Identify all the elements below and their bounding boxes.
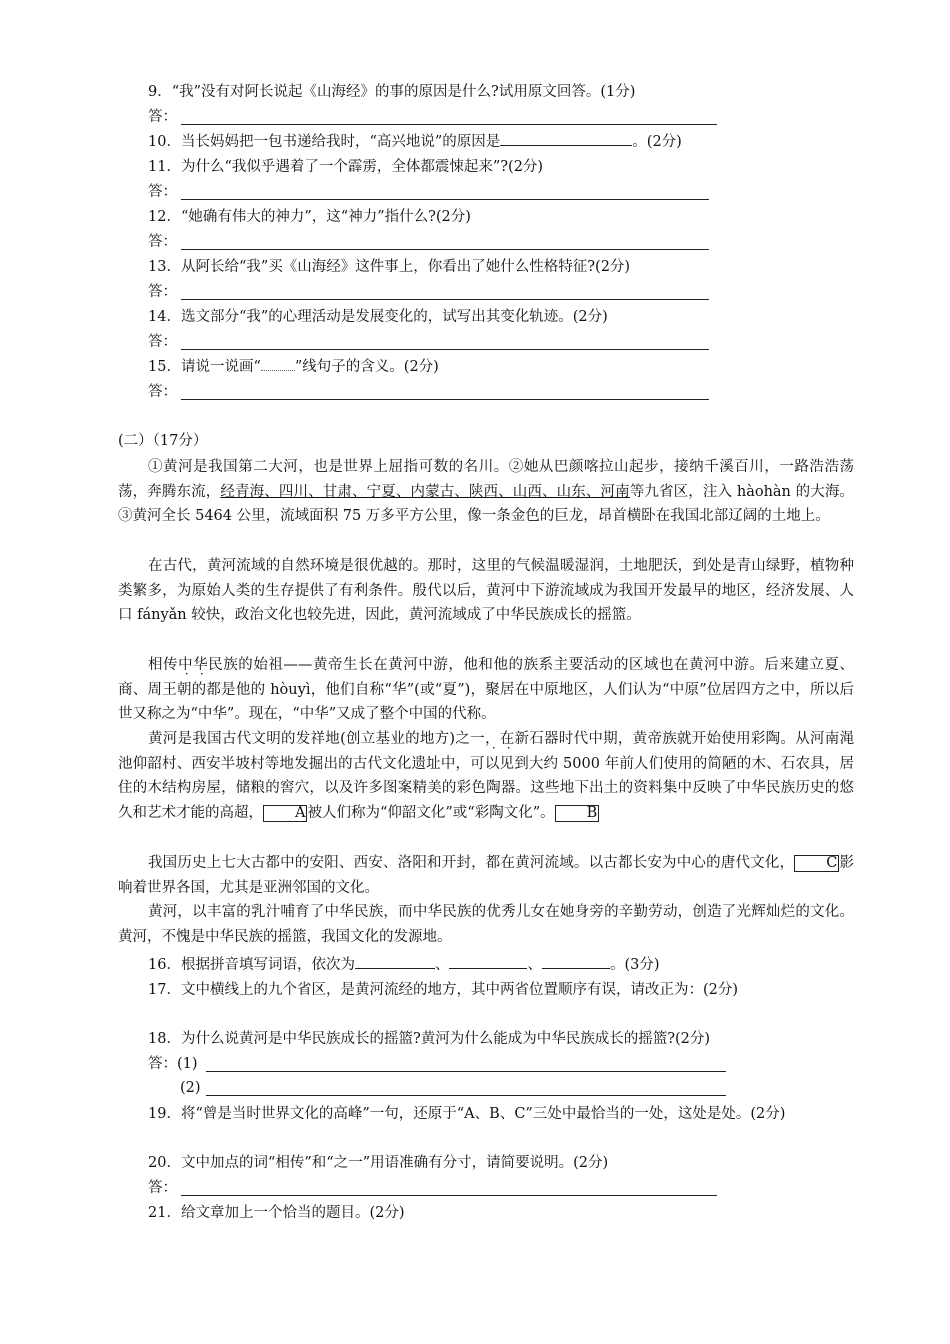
passage-paragraph-1 (118, 455, 854, 529)
answer-label: 答： (148, 234, 177, 250)
answer-line[interactable] (181, 349, 709, 350)
fill-blank-2[interactable] (449, 954, 527, 969)
fill-blank-1[interactable] (355, 954, 435, 969)
answer-line[interactable] (181, 1195, 717, 1196)
dotted-char: 之 · (455, 731, 470, 747)
question-15 (148, 357, 439, 377)
passage-paragraph-2: 在古代，黄河流域的自然环境是很优越的。那时，这里的气候温暖湿润，土地肥沃，到处是青山绿野，植物种类繁多，为原始人类的生存提供了有利条件。殷代以后，黄河中下游流域成为我国开发最早的地区，经济发展、人口 fányǎn 较快，政治文化也较先进，因此，黄河流域成了中华民族成长的摇篮。 (118, 558, 854, 623)
passage-paragraph-5 (118, 851, 854, 900)
paragraph-3-text: 中华民族的始祖——黄帝生长在黄河中游，他和他的族系主要活动的区域也在黄河中游。后来建立夏、商、周王朝的都是他的 hòuyì，他们自称“华”(或“夏”)，聚居在中原地区，人们认为“中原”位居四方之中，所以后世又称之为“中华”。现在，“中华”又成了整个中国的代称。 (118, 657, 855, 722)
section-heading: (二）（17分） (118, 433, 208, 449)
position-mark-c: C (794, 855, 839, 872)
question-9: 9．“我”没有对阿长说起《山海经》的事的原因是什么?试用原文回答。(1分) (148, 84, 636, 100)
question-16 (148, 954, 660, 975)
question-12: 12．“她确有伟大的神力”，这“神力”指什么?(2分) (148, 209, 471, 225)
position-mark-a: A (263, 805, 307, 822)
dotted-char: 传 · (163, 657, 178, 673)
paragraph-4-text-b: ，在新石器时代中期，黄帝族就开始使用彩陶。从河南渑池仰韶村、西安半坡村等地发掘出的古代文化遗址中，可以见到大约 5000 年前人们使用的简陋的木、石农具，居住的木结构房屋，储粮的窖穴，以及许多图案精美的彩色陶器。这些地下出土的资料集中反映了中华民族历史的悠久和艺术才能的高超， (118, 731, 855, 821)
passage-paragraph-4 (118, 727, 854, 825)
answer-label: 答： (148, 1180, 177, 1196)
answer-label: 答： (148, 334, 177, 350)
answer-line-2[interactable] (206, 1095, 726, 1096)
answer-label: 答： (148, 109, 177, 125)
question-17: 17．文中横线上的九个省区，是黄河流经的地方，其中两省位置顺序有误，请改正为：(2分) (148, 982, 738, 998)
passage-paragraph-6: 黄河，以丰富的乳汁哺育了中华民族，而中华民族的优秀儿女在她身旁的辛勤劳动，创造了光辉灿烂的文化。黄河，不愧是中华民族的摇篮，我国文化的发源地。 (118, 904, 854, 945)
question-16-text: 16．根据拼音填写词语，依次为 (148, 957, 355, 973)
answer-label-1: 答：(1) (148, 1056, 198, 1072)
paragraph-5-text-a: 我国历史上七大古都中的安阳、西安、洛阳和开封，都在黄河流域。以古都长安为中心的唐代文化， (148, 855, 795, 871)
dotted-char: 相 · (148, 657, 163, 673)
question-20: 20．文中加点的词“相传”和“之一”用语准确有分寸，请简要说明。(2分) (148, 1155, 609, 1171)
underlined-provinces: 经青海、四川、甘肃、宁夏、内蒙古、陕西、山西、山东、河南 (220, 483, 630, 500)
question-10 (148, 131, 682, 152)
answer-line[interactable] (181, 249, 709, 250)
question-21: 21．给文章加上一个恰当的题目。(2分) (148, 1205, 405, 1221)
question-19: 19．将“曾是当时世界文化的高峰”一句，还原于“A、B、C”三处中最恰当的一处，这处是处。(2分) (148, 1106, 786, 1122)
question-15-points: ”线句子的含义。(2分) (294, 359, 439, 375)
fill-blank[interactable] (500, 131, 632, 146)
question-10-text: 10．当长妈妈把一包书递给我时，“高兴地说”的原因是 (148, 134, 501, 150)
answer-line[interactable] (181, 199, 709, 200)
passage-paragraph-3 (118, 653, 854, 727)
answer-line[interactable] (181, 299, 709, 300)
answer-label-2: (2) (180, 1080, 201, 1096)
question-11: 11．为什么“我似乎遇着了一个霹雳，全体都震悚起来”?(2分) (148, 159, 544, 175)
question-16-points: 。(3分) (609, 957, 660, 973)
paragraph-4-text-a: 黄河是我国古代文明的发祥地(创立基业的地方) (148, 731, 456, 747)
answer-line[interactable] (181, 399, 709, 400)
answer-line-1[interactable] (206, 1071, 726, 1072)
answer-label: 答： (148, 384, 177, 400)
question-14: 14．选文部分“我”的心理活动是发展变化的，试写出其变化轨迹。(2分) (148, 309, 608, 325)
question-13: 13．从阿长给“我”买《山海经》这件事上，你看出了她什么性格特征?(2分) (148, 259, 631, 275)
separator: 、 (527, 957, 542, 973)
position-mark-b: B (555, 805, 600, 822)
question-10-points: 。(2分) (632, 134, 682, 150)
question-15-text: 15．请说一说画“ (148, 359, 261, 375)
dotted-char: 一 · (470, 731, 485, 747)
question-18: 18．为什么说黄河是中华民族成长的摇篮?黄河为什么能成为中华民族成长的摇篮?(2分) (148, 1031, 711, 1047)
wavy-line-mark (261, 360, 295, 371)
paragraph-1-text-b: 等九省区，注入 hàohàn 的大海。③黄河全长 5464 公里，流域面积 75 万多平方公里，像一条金色的巨龙，昂首横卧在我国北部辽阔的土地上。 (118, 483, 854, 524)
paragraph-1-text-a: ①黄河是我国第二大河，也是世界上屈指可数的名川。②她从巴颜喀拉山起步，接纳千溪百川，一路浩浩荡荡，奔腾东流， (118, 459, 854, 500)
answer-label: 答： (148, 184, 177, 200)
paragraph-5-text-b: 影响着世界各国，尤其是亚洲邻国的文化。 (118, 855, 854, 896)
separator: 、 (434, 957, 450, 973)
answer-line[interactable] (181, 124, 717, 125)
fill-blank-3[interactable] (542, 954, 610, 969)
answer-label: 答： (148, 284, 177, 300)
paragraph-4-text-c: 被人们称为“仰韶文化”或“彩陶文化”。 (307, 804, 555, 821)
